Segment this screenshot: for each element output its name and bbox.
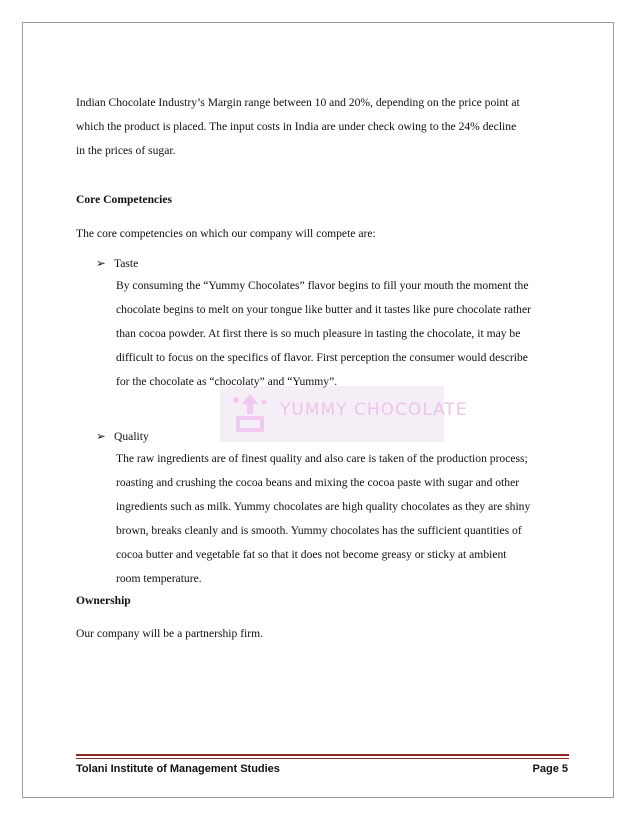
footer-page-number: Page 5	[532, 763, 568, 775]
watermark-text: YUMMY CHOCOLATE	[280, 400, 468, 420]
footer-institute: Tolani Institute of Management Studies	[76, 763, 280, 775]
taste-line: than cocoa powder. At first there is so much pleasure in tasting the chocolate, it may be	[116, 327, 521, 340]
intro-line: in the prices of sugar.	[76, 144, 176, 157]
bullet-taste-title: Taste	[114, 257, 139, 270]
ownership-text: Our company will be a partnership firm.	[76, 627, 264, 640]
quality-line: cocoa butter and vegetable fat so that it does not become greasy or sticky at ambient	[116, 548, 507, 561]
footer-rule	[76, 754, 569, 756]
quality-line: ingredients such as milk. Yummy chocolates are high quality chocolates as they are shiny	[116, 500, 531, 513]
bullet-quality	[96, 429, 149, 443]
taste-line: By consuming the “Yummy Chocolates” flavor begins to fill your mouth the moment the	[116, 279, 529, 292]
taste-line: for the chocolate as “chocolaty” and “Yummy”.	[116, 375, 338, 388]
arrow-bullet-icon: ➢	[96, 430, 106, 443]
bullet-quality-title: Quality	[114, 430, 149, 443]
watermark-logo	[220, 386, 468, 442]
intro-line: Indian Chocolate Industry’s Margin range between 10 and 20%, depending on the price point at	[76, 96, 520, 109]
chocolate-logo-icon	[226, 390, 274, 438]
taste-line: chocolate begins to melt on your tongue like butter and it tastes like pure chocolate rather	[116, 303, 531, 316]
core-competencies-heading: Core Competencies	[76, 193, 173, 206]
quality-line: room temperature.	[116, 572, 202, 585]
core-intro-text: The core competencies on which our company will compete are:	[76, 227, 376, 240]
bullet-taste	[96, 256, 138, 270]
quality-line: brown, breaks cleanly and is smooth. Yummy chocolates has the sufficient quantities of	[116, 524, 522, 537]
intro-line: which the product is placed. The input costs in India are under check owing to the 24% decline	[76, 120, 517, 133]
footer-rule	[76, 758, 569, 759]
quality-line: The raw ingredients are of finest quality and also care is taken of the production process;	[116, 452, 528, 465]
quality-line: roasting and crushing the cocoa beans and mixing the cocoa paste with sugar and other	[116, 476, 520, 489]
taste-line: difficult to focus on the specifics of flavor. First perception the consumer would describe	[116, 351, 528, 364]
ownership-heading: Ownership	[76, 594, 131, 607]
arrow-bullet-icon: ➢	[96, 257, 106, 270]
